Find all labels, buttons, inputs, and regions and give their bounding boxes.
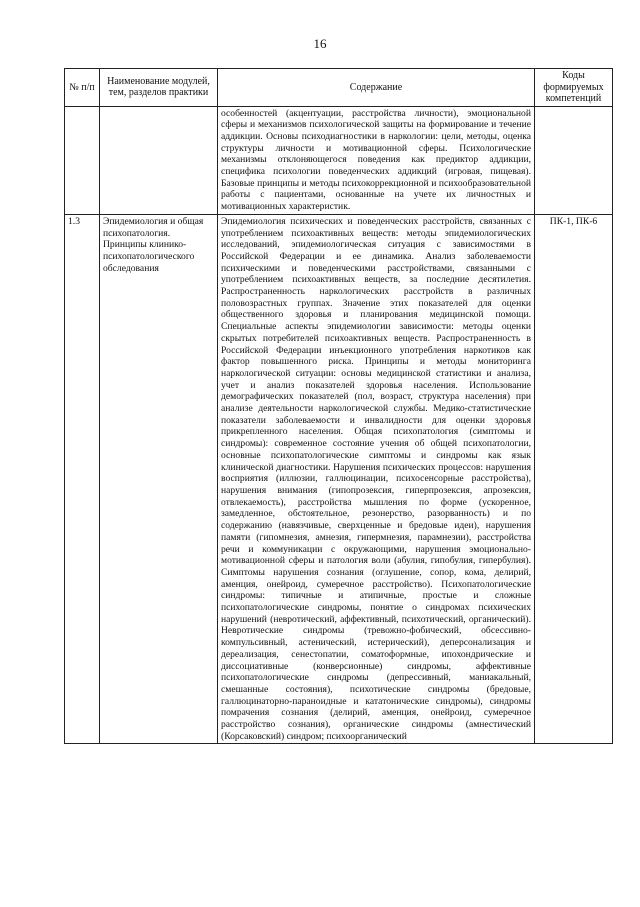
table-row <box>65 214 613 744</box>
header-name: Наименование модулей, тем, разделов практики <box>100 69 218 107</box>
row-content: особенностей (акцентуации, расстройства личности), эмоциональной сферы и механизмов психологической защиты на формирование и течение аддикции. Основы психодиагностики в наркологии: цели, методы, оценка структуры личности и мотивационной сферы. Психологические механизмы отклоняющегося поведения как предиктор аддикции, специфика психологии поведенческих аддикций (игровая, пищевая). Базовые принципы и методы психокоррекционной и психообразовательной работы с пациентами, основанные на учете их личностных и мотивационных характеристик. <box>218 106 535 214</box>
row-num <box>65 106 100 214</box>
header-codes: Коды формируемых компетенций <box>535 69 613 107</box>
header-content: Содержание <box>218 69 535 107</box>
table-row <box>65 106 613 214</box>
page-number: 16 <box>313 36 327 51</box>
row-num: 1.3 <box>65 214 100 744</box>
row-name: Эпидемиология и общая психопатология. Принципы клинико-психопатологического обследования <box>100 214 218 744</box>
row-content: Эпидемиология психических и поведенческих расстройств, связанных с употреблением психоактивных веществ: методы эпидемиологических исследований, эпидемиологическая ситуация с зависимостями в Российской Федерации и ее динамика. Анализ заболеваемости психическими и поведенческими расстройствами, связанными с употреблением психоактивных веществ, за последние десятилетия. Распространенность наркологических расстройств в различных половозрастных группах. Значение этих показателей для оценки общественного здоровья и планирования медицинской помощи. Специальные аспекты эпидемиологии зависимости: методы оценки скрытых потребителей психоактивных веществ. Распространенность в Российской Федерации инъекционного употребления наркотиков как фактор повышенного риска. Принципы и методы мониторинга наркологической ситуации: основы медицинской статистики и анализа, учет и анализ показателей здоровья населения. Использование демографических показателей (пол, возраст, структура населения) при анализе деятельности наркологической службы. Медико-статистические показатели заболеваемости и инвалидности для оценки здоровья прикрепленного населения. Общая психопатология (симптомы и синдромы): современное состояние учения об общей психопатологии, основные психопатологические симптомы и синдромы как язык клинической диагностики. Нарушения психических процессов: нарушения восприятия (иллюзии, галлюцинации, психосенсорные расстройства), нарушения внимания (гипопрозексия, гиперпрозексия, апрозексия, отвлекаемость), расстройства мышления по форме (ускоренное, замедленное, обстоятельное, резонерство, разорванность) и по содержанию (навязчивые, сверхценные и бредовые идеи), нарушения памяти (гипомнезия, амнезия, гипермнезия, парамнезии), расстройства речи и коммуникации с окружающими, нарушения эмоционально-мотивационной сферы и патология воли (абулия, гипобулия, гипербулия). Симптомы нарушения сознания (оглушение, сопор, кома, делирий, аменция, онейроид, сумеречное расстройство). Психопатологические синдромы: типичные и атипичные, простые и сложные психопатологические синдромы, понятие о синдромах психических нарушений (невротический, аффективный, психотический, органический). Невротические синдромы (тревожно-фобический, обсессивно-компульсивный, астенический, истерический), деперсонализация и дереализация, сенестопатии, соматоформные, ипохондрические и диссоциативные (конверсионные) синдромы, аффективные психопатологические синдромы (депрессивный, маниакальный, смешанные состояния), психотические синдромы (бредовые, галлюцинаторно-параноидные и кататонические синдромы), синдромы помрачения сознания (делирий, аменция, онейроид, сумеречное расстройство сознания), органические синдромы (амнестический (Корсаковский) синдром; психоорганический <box>218 214 535 744</box>
header-num: № п/п <box>65 69 100 107</box>
row-name <box>100 106 218 214</box>
row-codes <box>535 106 613 214</box>
table-header-row <box>65 69 613 107</box>
row-codes: ПК-1, ПК-6 <box>535 214 613 744</box>
curriculum-table <box>64 68 613 744</box>
